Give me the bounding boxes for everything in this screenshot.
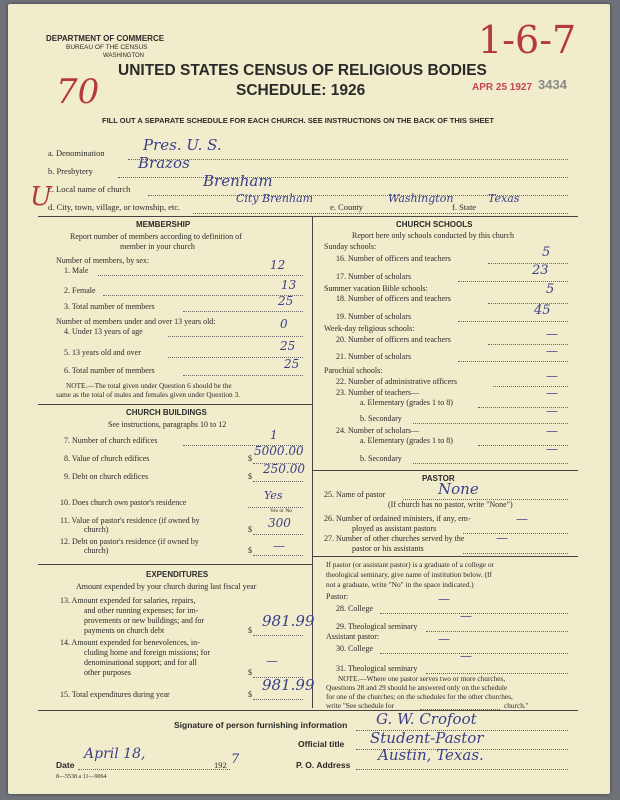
assistant-label: Assistant pastor: (326, 632, 380, 641)
q14-value: — (266, 654, 278, 668)
q4-label: 4. Under 13 years of age (64, 327, 143, 336)
handwritten-number: 70 (56, 72, 100, 112)
dollar-sign: $ (248, 626, 252, 635)
q22-label: 22. Number of administrative officers (336, 377, 457, 386)
buildings-heading: CHURCH BUILDINGS (126, 408, 207, 417)
state-value: Texas (488, 192, 520, 205)
q9-value: 250.00 (263, 462, 305, 476)
q11-label: 11. Value of pastor's residence (if owned by (60, 516, 200, 525)
q20-value: — (546, 327, 558, 341)
q30-label: 30. College (336, 644, 373, 653)
q14-label-2: cluding home and foreign missions; for (84, 648, 210, 657)
stamp-number: 3434 (538, 77, 567, 92)
signature-label: Signature of person furnishing information (174, 720, 348, 730)
q19-value: 45 (534, 303, 551, 318)
church-name-value: Brenham (203, 172, 273, 190)
q25-label: 25. Name of pastor (324, 490, 386, 499)
census-schedule-page (8, 4, 610, 794)
members-by-sex: Number of members, by sex: (56, 256, 150, 265)
sunday-schools: Sunday schools: (324, 242, 377, 251)
q14-label-3: denominational support; and for all (84, 658, 197, 667)
q22-value: — (546, 369, 558, 383)
q30-value: — (438, 632, 450, 646)
q2-label: 2. Female (64, 286, 96, 295)
dollar-sign: $ (248, 454, 252, 463)
title-label: Official title (298, 739, 345, 749)
q23-label: 23. Number of teachers— (336, 388, 420, 397)
q26-value: — (516, 512, 528, 526)
received-date-stamp: APR 25 1927 (472, 82, 533, 93)
county-value: Washington (388, 192, 454, 205)
q1-label: 1. Male (64, 266, 89, 275)
q5-value: 25 (280, 339, 296, 353)
expenditures-heading: EXPENDITURES (146, 570, 209, 579)
q26-label-1: 26. Number of ordained ministers, if any, em- (324, 514, 471, 523)
date-label: Date (56, 760, 75, 770)
dept-line-3: WASHINGTON (103, 53, 145, 59)
q4-value: 0 (280, 317, 288, 331)
membership-heading: MEMBERSHIP (136, 220, 191, 229)
graduate-note-2: theological seminary, give name of institution below. (If (326, 570, 492, 579)
q7-label: 7. Number of church edifices (64, 436, 158, 445)
q7-value: 1 (270, 428, 278, 442)
pastor-note-5: church." (504, 701, 529, 710)
q18-value: 5 (546, 282, 555, 297)
graduate-note-1: If pastor (or assistant pastor) is a graduate of a college or (326, 560, 495, 569)
q3-value: 25 (278, 294, 294, 308)
weekday-schools: Week-day religious schools: (324, 324, 415, 333)
q14-label-1: 14. Amount expended for benevolences, in- (60, 638, 200, 647)
q27-label-2: pastor or his assistants (352, 544, 424, 553)
q9-label: 9. Debt on church edifices (64, 472, 149, 481)
dollar-sign: $ (248, 546, 252, 555)
q1-value: 12 (270, 258, 286, 272)
pastor-heading: PASTOR (422, 474, 455, 483)
schools-intro: Report here only schools conducted by this church (352, 231, 514, 240)
q24a-value: — (546, 424, 558, 438)
q6-value: 25 (284, 357, 300, 371)
q19-label: 19. Number of scholars (336, 312, 412, 321)
q24b-label: b. Secondary (360, 454, 402, 463)
denomination-label: a. Denomination (48, 148, 105, 158)
pastor-note-4: write "See schedule for (326, 701, 395, 710)
q14-label-4: other purposes (84, 668, 131, 677)
schools-heading: CHURCH SCHOOLS (396, 220, 473, 229)
parochial-schools: Parochial schools: (324, 366, 383, 375)
q13-label-3: provements or new buildings; and for (84, 616, 205, 625)
q28-value: — (438, 592, 450, 606)
q27-value: — (496, 531, 508, 545)
q15-value: 981.99 (262, 676, 315, 694)
membership-intro-1: Report number of members according to definition of (70, 232, 242, 241)
city-value: City Brenham (236, 192, 314, 205)
yes-no-hint: Yes or No (270, 508, 293, 514)
church-name-label: c. Local name of church (48, 184, 131, 194)
q31-value: — (460, 649, 472, 663)
handwritten-check: U (30, 182, 52, 212)
membership-note-2: same as the total of males and females given under Question 3. (56, 390, 240, 399)
dollar-sign: $ (248, 472, 252, 481)
presbytery-label: b. Presbytery (48, 166, 93, 176)
official-title-value: Student-Pastor (370, 729, 484, 747)
q16-label: 16. Number of officers and teachers (336, 254, 451, 263)
q11-label-cont: church) (84, 525, 109, 534)
q13-label-2: and other running expenses; for im- (84, 606, 199, 615)
q13-value: 981.99 (262, 612, 315, 630)
form-number: 8—5538 a 11—9064 (56, 774, 107, 780)
q6-label: 6. Total number of members (64, 366, 155, 375)
pastor-note-1: NOTE.—Where one pastor serves two or more churches, (338, 674, 506, 683)
buildings-sub: See instructions, paragraphs 10 to 12 (108, 420, 227, 429)
q10-value: Yes (264, 489, 283, 502)
q18-label: 18. Number of officers and teachers (336, 294, 451, 303)
q10-label: 10. Does church own pastor's residence (60, 498, 187, 507)
q27-label-1: 27. Number of other churches served by the (324, 534, 465, 543)
q12-label-cont: church) (84, 546, 109, 555)
county-label: e. County (330, 202, 364, 212)
q15-label: 15. Total expenditures during year (60, 690, 170, 699)
q23a-value: — (546, 386, 558, 400)
date-value: April 18, (84, 746, 146, 762)
q29-label: 29. Theological seminary (336, 622, 418, 631)
dollar-sign: $ (248, 690, 252, 699)
year-digit: 7 (231, 752, 240, 767)
signature-value: G. W. Crofoot (376, 710, 477, 728)
expenditures-sub: Amount expended by your church during last fiscal year (76, 582, 257, 591)
summer-schools: Summer vacation Bible schools: (324, 284, 428, 293)
q21-value: — (546, 344, 558, 358)
membership-intro-2: member in your church (120, 242, 195, 251)
q13-label-1: 13. Amount expended for salaries, repairs, (60, 596, 196, 605)
q2-value: 13 (281, 278, 297, 292)
dollar-sign: $ (248, 525, 252, 534)
q24-label: 24. Number of scholars— (336, 426, 420, 435)
q25-note: (If church has no pastor, write "None") (388, 500, 513, 509)
q17-value: 23 (532, 263, 549, 278)
q8-label: 8. Value of church edifices (64, 454, 150, 463)
q23b-value: — (546, 404, 558, 418)
q12-value: — (273, 539, 285, 553)
q5-label: 5. 13 years old and over (64, 348, 141, 357)
dept-line-2: BUREAU OF THE CENSUS (66, 44, 148, 51)
q23a-label: a. Elementary (grades 1 to 8) (360, 398, 453, 407)
q16-value: 5 (542, 245, 551, 260)
graduate-note-3: not a graduate, write "No" in the space indicated.) (326, 580, 474, 589)
city-label: d. City, town, village, or township, etc. (48, 202, 181, 212)
handwritten-corner-code: 1-6-7 (478, 18, 577, 62)
fill-instruction: FILL OUT A SEPARATE SCHEDULE FOR EACH CHURCH. SEE INSTRUCTIONS ON THE BACK OF THIS SHEET (102, 116, 494, 125)
q13-label-4: payments on church debt (84, 626, 165, 635)
presbytery-value: Brazos (138, 154, 190, 172)
q17-label: 17. Number of scholars (336, 272, 412, 281)
q12-label: 12. Debt on pastor's residence (if owned by (60, 537, 199, 546)
q24a-label: a. Elementary (grades 1 to 8) (360, 436, 453, 445)
pastor-label: Pastor: (326, 592, 349, 601)
po-address-value: Austin, Texas. (378, 746, 484, 764)
state-label: f. State (452, 202, 477, 212)
q3-label: 3. Total number of members (64, 302, 155, 311)
age-heading: Number of members under and over 13 years old: (56, 317, 216, 326)
denomination-value: Pres. U. S. (143, 136, 222, 154)
q29-value: — (460, 609, 472, 623)
q31-label: 31. Theological seminary (336, 664, 418, 673)
q23b-label: b. Secondary (360, 414, 402, 423)
q11-value: 300 (268, 516, 291, 530)
pastor-note-2: Questions 28 and 29 should be answered only on the schedule (326, 683, 508, 692)
dollar-sign: $ (248, 668, 252, 677)
q28-label: 28. College (336, 604, 373, 613)
po-address-label: P. O. Address (296, 760, 351, 770)
q26-label-2: ployed as assistant pastors (352, 524, 437, 533)
q25-value: None (438, 480, 479, 498)
dept-line-1: DEPARTMENT OF COMMERCE (46, 34, 165, 43)
form-subtitle: SCHEDULE: 1926 (236, 82, 366, 99)
pastor-note-3: for one of the churches; on the schedules for the other churches, (326, 692, 513, 701)
q8-value: 5000.00 (254, 444, 304, 458)
q24b-value: — (546, 442, 558, 456)
form-title: UNITED STATES CENSUS OF RELIGIOUS BODIES (118, 62, 487, 79)
year-prefix: 192 (214, 760, 227, 770)
membership-note-1: NOTE.—The total given under Question 6 should be the (66, 381, 232, 390)
q21-label: 21. Number of scholars (336, 352, 412, 361)
q20-label: 20. Number of officers and teachers (336, 335, 451, 344)
